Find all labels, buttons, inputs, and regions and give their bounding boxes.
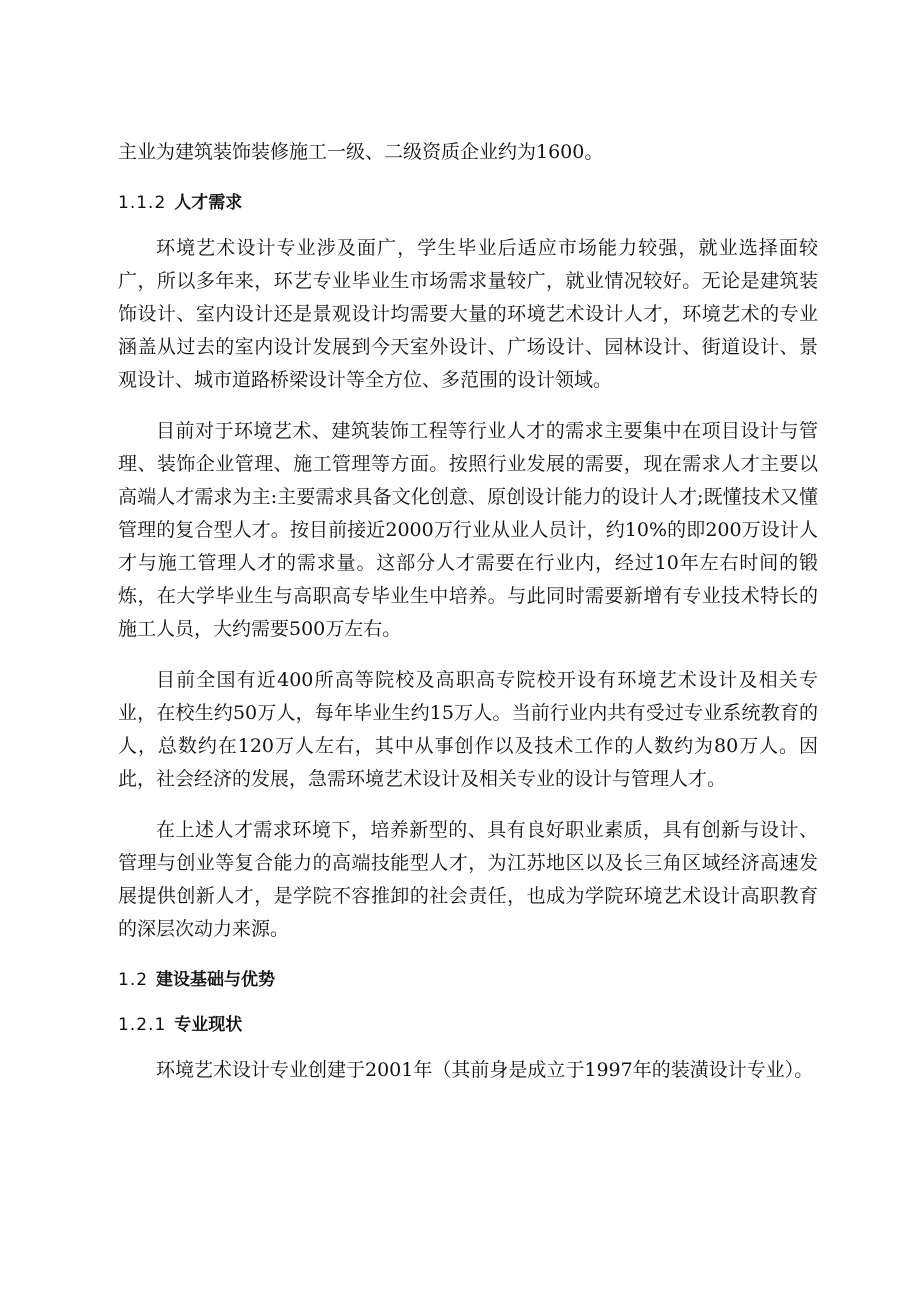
- paragraph-continued: 主业为建筑装饰装修施工一级、二级资质企业约为1600。: [118, 141, 604, 163]
- section-heading-current-status: [118, 1009, 818, 1042]
- paragraph-major-founding: 环境艺术设计专业创建于2001年（其前身是成立于1997年的装潢设计专业）。: [156, 1059, 814, 1081]
- section-heading-talent-demand: [118, 187, 818, 220]
- paragraph-employment: 环境艺术设计专业涉及面广，学生毕业后适应市场能力较强，就业选择面较广，所以多年来，环艺专业毕业生市场需求量较广，就业情况较好。无论是建筑装饰设计、室内设计还是景观设计均需要大量的环境艺术设计人才，环境艺术的专业涵盖从过去的室内设计发展到今天室外设计、广场设计、园林设计、街道设计、景观设计、城市道路桥梁设计等全方位、多范围的设计领域。: [118, 237, 818, 391]
- section-number: 1.2: [118, 970, 149, 990]
- section-heading-foundation: [118, 964, 818, 997]
- section-number: 1.2.1: [118, 1015, 167, 1035]
- section-title: 专业现状: [174, 1015, 243, 1035]
- paragraph-training-goals: 在上述人才需求环境下，培养新型的、具有良好职业素质，具有创新与设计、管理与创业等复合能力的高端技能型人才，为江苏地区以及长三角区域经济高速发展提供创新人才，是学院不容推卸的社会责任，也成为学院环境艺术设计高职教育的深层次动力来源。: [118, 819, 818, 940]
- section-title: 建设基础与优势: [156, 970, 276, 990]
- document-page: [118, 136, 818, 1087]
- section-number: 1.1.2: [118, 193, 167, 213]
- section-title: 人才需求: [174, 193, 243, 213]
- paragraph-national-colleges: 目前全国有近400所高等院校及高职高专院校开设有环境艺术设计及相关专业，在校生约50万人，每年毕业生约15万人。当前行业内共有受过专业系统教育的人，总数约在120万人左右，其中从事创作以及技术工作的人数约为80万人。因此，社会经济的发展，急需环境艺术设计及相关专业的设计与管理人才。: [118, 669, 818, 790]
- paragraph-talent-needs: 目前对于环境艺术、建筑装饰工程等行业人才的需求主要集中在项目设计与管理、装饰企业管理、施工管理等方面。按照行业发展的需要，现在需求人才主要以高端人才需求为主:主要需求具备文化创意、原创设计能力的设计人才;既懂技术又懂管理的复合型人才。按目前接近2000万行业从业人员计，约10%的即200万设计人才与施工管理人才的需求量。这部分人才需要在行业内，经过10年左右时间的锻炼，在大学毕业生与高职高专毕业生中培养。与此同时需要新增有专业技术特长的施工人员，大约需要500万左右。: [118, 420, 818, 640]
